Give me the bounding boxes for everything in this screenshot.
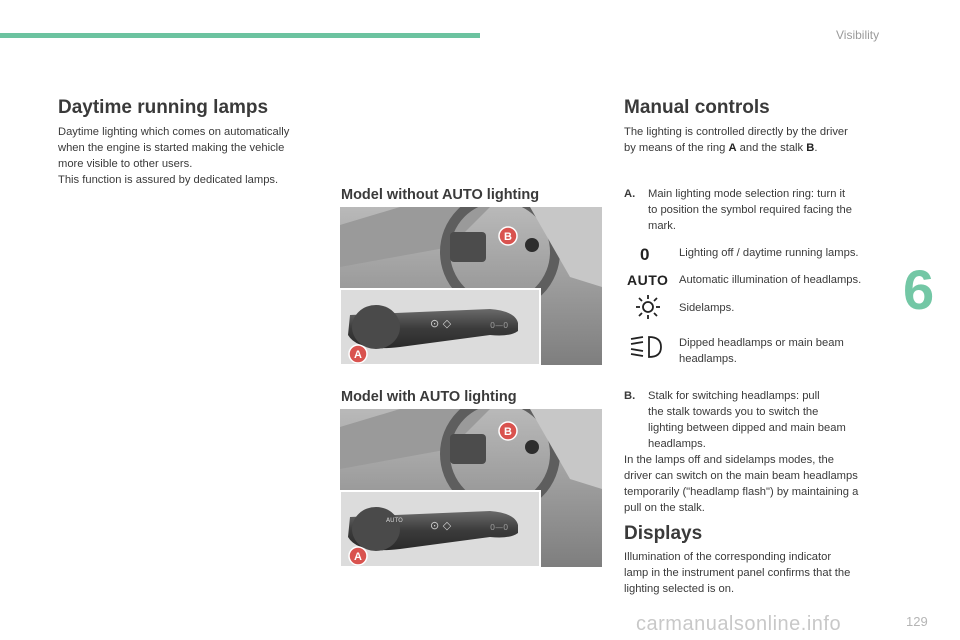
- dipped-main-beam-text: [679, 335, 889, 367]
- model-without-auto-photo: [340, 207, 602, 365]
- item-b-key: B.: [624, 390, 636, 402]
- model-without-auto-heading: Model without AUTO lighting: [341, 187, 540, 203]
- manual-intro-line: [624, 140, 894, 156]
- item-a-line: to position the symbol required facing the: [648, 204, 852, 216]
- daytime-line: more visible to other users.: [58, 158, 193, 170]
- svg-text:0—0: 0—0: [490, 523, 509, 532]
- daytime-line: This function is assured by dedicated lamps.: [58, 174, 279, 186]
- intro-text: by means of the ring: [624, 142, 729, 154]
- manual-intro-line: The lighting is controlled directly by the driver: [624, 126, 848, 138]
- item-a-line: mark.: [648, 220, 676, 232]
- item-b-line: headlamps.: [648, 438, 706, 450]
- callout-a-label: A: [354, 349, 362, 361]
- section-title: Visibility: [836, 28, 880, 42]
- model-with-auto-heading: Model with AUTO lighting: [341, 389, 517, 405]
- flash-line: driver can switch on the main beam headlamps: [624, 470, 858, 482]
- daytime-line: Daytime lighting which comes on automatically: [58, 126, 290, 138]
- auto-text: Automatic illumination of headlamps.: [679, 274, 862, 286]
- stalk-auto-label: AUTO: [386, 517, 403, 524]
- manual-controls-heading: Manual controls: [624, 97, 770, 118]
- displays-line: lighting selected is on.: [624, 583, 735, 595]
- auto-glyph: AUTO: [627, 272, 669, 288]
- item-a-key: A.: [624, 188, 636, 200]
- auto-icon: [627, 272, 668, 290]
- watermark: carmanualsonline.info: [636, 613, 842, 635]
- callout-b-label: B: [504, 426, 512, 438]
- callout-b-label: B: [504, 231, 512, 243]
- sidelamps-icon: [634, 294, 662, 320]
- callout-a-label: A: [354, 551, 362, 563]
- ring-ref: A: [728, 142, 737, 154]
- item-b-line: lighting between dipped and main beam: [648, 422, 846, 434]
- stalk-ref: B: [806, 142, 815, 154]
- item-a: [624, 186, 894, 234]
- header-accent-bar: [0, 33, 480, 38]
- displays-heading: Displays: [624, 523, 703, 544]
- manual-intro: [624, 124, 894, 156]
- daytime-line: when the engine is started making the vehicle: [58, 142, 285, 154]
- dipped-main-beam-icon: [629, 333, 665, 361]
- page-number: 129: [906, 614, 928, 629]
- intro-text: .: [814, 142, 818, 154]
- dipped-line: Dipped headlamps or main beam: [679, 337, 844, 349]
- displays-line: lamp in the instrument panel confirms that the: [624, 567, 851, 579]
- displays-paragraph: [624, 549, 899, 597]
- chapter-number: 6: [903, 258, 935, 321]
- svg-text:⊙ ◇: ⊙ ◇: [430, 317, 452, 330]
- sidelamps-text: Sidelamps.: [679, 302, 735, 314]
- svg-text:⊙ ◇: ⊙ ◇: [430, 519, 452, 532]
- dipped-line: headlamps.: [679, 353, 737, 365]
- daytime-heading: Daytime running lamps: [58, 97, 269, 118]
- flash-line: temporarily ("headlamp flash") by maintaining a: [624, 486, 859, 498]
- lighting-off-glyph: 0: [640, 245, 650, 264]
- flash-line: In the lamps off and sidelamps modes, the: [624, 454, 834, 466]
- flash-line: pull on the stalk.: [624, 502, 705, 514]
- daytime-paragraph: [58, 124, 328, 188]
- lighting-off-text: Lighting off / daytime running lamps.: [679, 247, 859, 259]
- model-with-auto-photo: [340, 409, 602, 567]
- intro-text: and the stalk: [736, 142, 807, 154]
- item-a-line: Main lighting mode selection ring: turn it: [648, 188, 846, 200]
- item-b: [624, 388, 894, 452]
- item-b-line: Stalk for switching headlamps: pull: [648, 390, 820, 402]
- displays-line: Illumination of the corresponding indicator: [624, 551, 832, 563]
- lighting-off-icon: [640, 245, 660, 265]
- svg-text:0—0: 0—0: [490, 321, 509, 330]
- item-b-line: the stalk towards you to switch the: [648, 406, 819, 418]
- flash-paragraph: [624, 452, 899, 516]
